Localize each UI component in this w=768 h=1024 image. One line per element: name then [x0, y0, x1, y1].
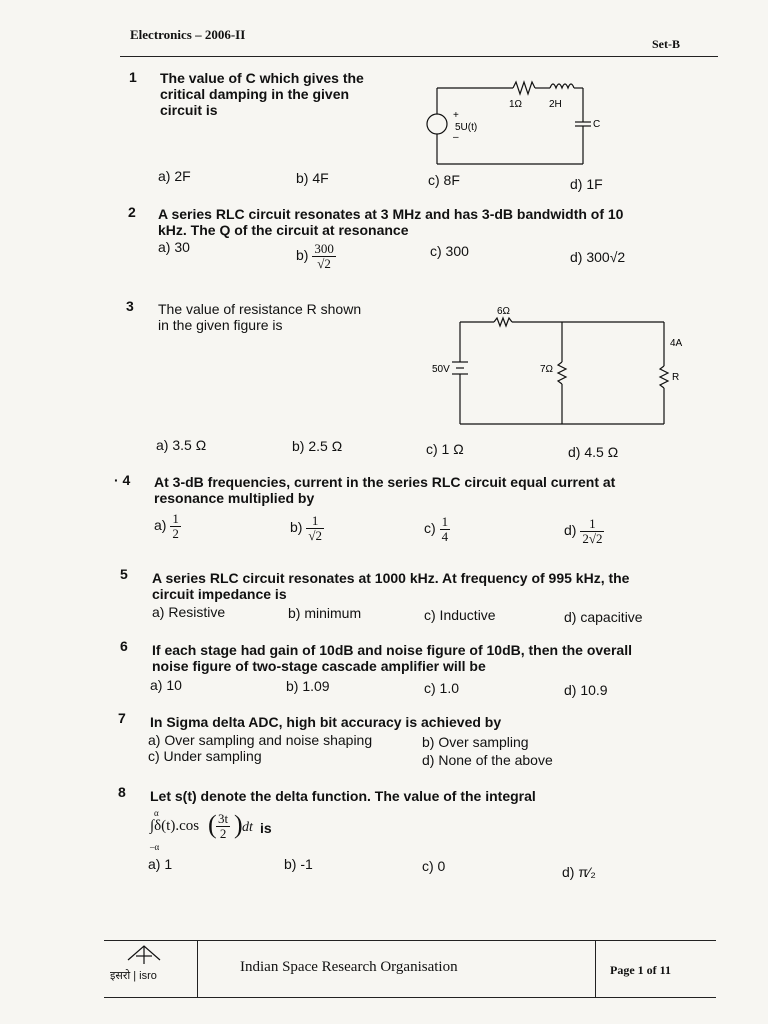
- q5-option-c: c) Inductive: [424, 607, 496, 623]
- q4-option-d: [564, 517, 604, 546]
- footer-organisation: Indian Space Research Organisation: [240, 959, 458, 975]
- q3-resistor-7-label: 7Ω: [540, 364, 554, 375]
- q5-option-a: a) Resistive: [152, 604, 226, 620]
- q2-line: A series RLC circuit resonates at 3 MHz and has 3-dB bandwidth of 10: [158, 206, 624, 222]
- q7-option-c: c) Under sampling: [148, 748, 262, 764]
- q4-option-a-fraction: [170, 512, 181, 541]
- q2-line: kHz. The Q of the circuit at resonance: [158, 222, 409, 238]
- q8-option-c: c) 0: [422, 858, 446, 874]
- isro-logo-icon: [124, 944, 164, 966]
- q1-plus-label: +: [453, 110, 459, 121]
- q3-r-label: R: [672, 372, 680, 383]
- q2-text: [158, 206, 698, 238]
- q4-option-a: [154, 512, 181, 541]
- q3-option-a: a) 3.5 Ω: [156, 437, 207, 453]
- q4-option-b-fraction: [306, 514, 324, 543]
- q8-is: is: [260, 820, 272, 836]
- footer-divider: [197, 940, 198, 997]
- q1-minus-label: –: [453, 132, 459, 143]
- q4-line: resonance multiplied by: [154, 490, 315, 506]
- q8-upper-limit: α: [154, 808, 159, 818]
- q6-line: noise figure of two-stage cascade amplifier will be: [152, 658, 486, 674]
- q8-text: [150, 788, 690, 804]
- q1-text: [160, 70, 422, 118]
- q6-option-d: d) 10.9: [564, 682, 608, 698]
- q3-line: in the given figure is: [158, 317, 283, 333]
- q8-dt: dt: [242, 820, 253, 835]
- q5-line: A series RLC circuit resonates at 1000 kHz. At frequency of 995 kHz, the: [152, 570, 630, 586]
- q3-line: The value of resistance R shown: [158, 301, 362, 317]
- q4-option-b: [290, 514, 324, 543]
- q4-option-c-den: 4: [441, 529, 449, 544]
- q1-option-b: b) 4F: [296, 170, 329, 186]
- q6-text: [152, 642, 697, 674]
- q3-circuit-diagram: [420, 300, 690, 430]
- q8-number: 8: [118, 784, 126, 800]
- q4-option-b-prefix: b): [290, 519, 303, 536]
- q8-left-paren: (: [208, 810, 217, 839]
- q5-option-b: b) minimum: [288, 605, 362, 621]
- q2-option-c: c) 300: [430, 243, 469, 259]
- q4-option-d-fraction: [580, 517, 604, 546]
- q1-capacitor-label: C: [593, 119, 601, 130]
- q8-right-paren: ): [234, 810, 243, 839]
- q2-option-b-prefix: b): [296, 247, 309, 264]
- q4-option-a-prefix: a): [154, 517, 167, 534]
- q4-option-c-fraction: [440, 515, 451, 544]
- q5-text: [152, 570, 697, 602]
- q8-line: Let s(t) denote the delta function. The value of the integral: [150, 788, 536, 804]
- q4-option-b-den: √2: [308, 528, 322, 543]
- q1-line: circuit is: [160, 102, 218, 118]
- q3-voltage-label: 50V: [432, 364, 450, 375]
- q7-option-a: a) Over sampling and noise shaping: [148, 732, 373, 748]
- q4-option-c-prefix: c): [424, 520, 436, 537]
- q4-option-a-den: 2: [172, 526, 179, 541]
- q5-number: 5: [120, 566, 128, 582]
- q6-option-a: a) 10: [150, 677, 182, 693]
- q4-option-c: [424, 515, 450, 544]
- q2-option-b-den: √2: [317, 256, 331, 271]
- q8-option-b: b) -1: [284, 856, 313, 872]
- q2-option-d: d) 300√2: [570, 249, 626, 265]
- q1-option-a: a) 2F: [158, 168, 191, 184]
- q5-option-d: d) capacitive: [564, 609, 643, 625]
- q5-line: circuit impedance is: [152, 586, 287, 602]
- isro-logo-text: इसरो | isro: [110, 970, 157, 982]
- q8-integral-expression: [150, 808, 350, 856]
- q3-text: [158, 301, 418, 333]
- footer-divider: [595, 940, 596, 997]
- q3-option-b: b) 2.5 Ω: [292, 438, 343, 454]
- q1-source-label: 5U(t): [455, 122, 478, 133]
- q6-option-b: b) 1.09: [286, 678, 330, 694]
- q8-lower-limit: –α: [150, 842, 160, 852]
- q8-cos-num: 3t: [218, 811, 229, 826]
- q1-option-c: c) 8F: [428, 172, 460, 188]
- q2-option-b-num: 300: [314, 241, 334, 256]
- q4-option-d-den: 2√2: [582, 531, 603, 546]
- q4-option-c-num: 1: [441, 514, 449, 529]
- q7-number: 7: [118, 710, 126, 726]
- q7-text: [150, 714, 690, 730]
- q1-resistor-label: 1Ω: [509, 99, 523, 110]
- q6-line: If each stage had gain of 10dB and noise figure of 10dB, then the overall: [152, 642, 632, 658]
- q1-inductor-label: 2H: [549, 99, 562, 110]
- q3-resistor-6-label: 6Ω: [497, 306, 511, 317]
- q2-number: 2: [128, 204, 136, 220]
- q7-line: In Sigma delta ADC, high bit accuracy is achieved by: [150, 714, 502, 730]
- q1-option-d: d) 1F: [570, 176, 603, 192]
- header-set: Set-B: [652, 37, 680, 51]
- q8-option-d: d) π⁄₂: [562, 864, 596, 880]
- q3-number: 3: [126, 298, 134, 314]
- q3-option-c: c) 1 Ω: [426, 441, 464, 457]
- q8-option-a: a) 1: [148, 856, 173, 872]
- q1-circuit-diagram: [425, 70, 615, 170]
- footer-page-number: Page 1 of 11: [610, 963, 671, 977]
- q6-option-c: c) 1.0: [424, 680, 460, 696]
- q4-text: [154, 474, 694, 506]
- q8-integral-body: ∫δ(t).cos: [150, 818, 200, 834]
- header-subject: Electronics – 2006-II: [130, 27, 246, 42]
- q1-line: The value of C which gives the: [160, 70, 364, 86]
- q7-option-b: b) Over sampling: [422, 734, 529, 750]
- q3-current-label: 4A: [670, 338, 683, 349]
- q1-line: critical damping in the given: [160, 86, 350, 102]
- q2-option-a: a) 30: [158, 239, 190, 255]
- q6-number: 6: [120, 638, 128, 654]
- q3-option-d: d) 4.5 Ω: [568, 444, 619, 460]
- q1-number: 1: [129, 69, 137, 85]
- q4-option-b-num: 1: [306, 514, 324, 529]
- q2-option-b: [296, 242, 336, 271]
- q7-option-d: d) None of the above: [422, 752, 553, 768]
- q2-option-b-fraction: [312, 242, 336, 271]
- q4-line: At 3-dB frequencies, current in the series RLC circuit equal current at: [154, 474, 616, 490]
- q4-option-d-prefix: d): [564, 522, 577, 539]
- q8-cos-den: 2: [219, 826, 227, 841]
- q8-cos-fraction: [216, 812, 230, 841]
- q4-option-d-num: 1: [580, 517, 604, 532]
- q4-option-a-num: 1: [172, 511, 179, 526]
- q4-number: · 4: [114, 472, 131, 488]
- header-divider: [120, 56, 718, 57]
